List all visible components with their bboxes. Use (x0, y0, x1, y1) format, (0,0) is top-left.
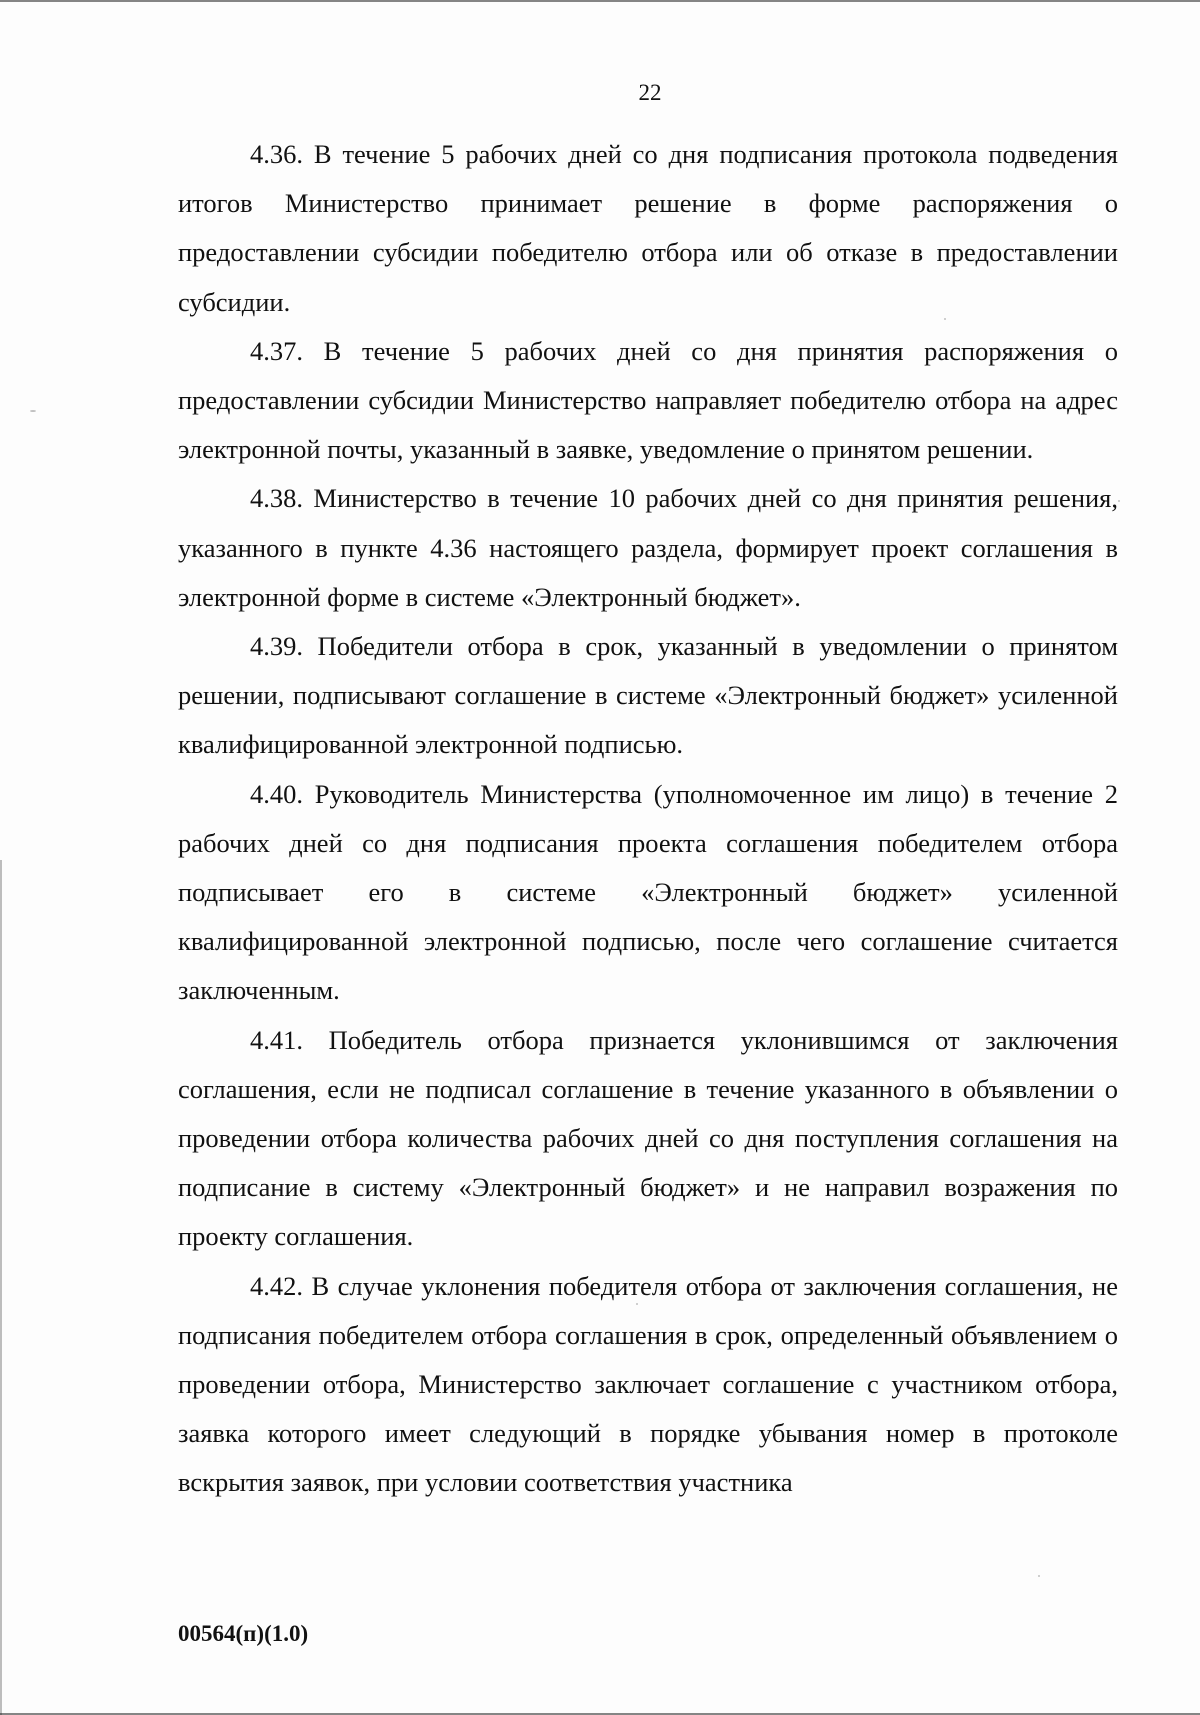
paragraph-4-36: 4.36. В течение 5 рабочих дней со дня подписания протокола подведения итогов Министерство принимает решение в форме распоряжения о предоставлении субсидии победителю отбора или об отказе в предоставлении субсидии. (178, 139, 1118, 317)
page-number: 22 (638, 80, 662, 105)
scan-speck (1038, 1575, 1040, 1577)
document-code: 00564(п)(1.0) (178, 1621, 309, 1646)
paragraph-4-37: 4.37. В течение 5 рабочих дней со дня принятия распоряжения о предоставлении субсидии Министерство направляет победителю отбора на адрес электронной почты, указанный в заявке, уведомление о принятом решении. (178, 335, 1118, 465)
scan-speck (1118, 500, 1120, 502)
paragraph-4-40: 4.40. Руководитель Министерства (уполномоченное им лицо) в течение 2 рабочих дней со дня подписания проекта соглашения победителем отбора подписывает его в системе «Электронный бюджет» усиленной квалифицированной электронной подписью, после чего соглашение считается заключенным. (178, 778, 1118, 1006)
paragraph-4-41: 4.41. Победитель отбора признается уклонившимся от заключения соглашения, если не подписал соглашение в течение указанного в объявлении о проведении отбора количества рабочих дней со дня поступления соглашения на подписание в систему «Электронный бюджет» и не направил возражения по проекту соглашения. (178, 1024, 1118, 1252)
scan-edge-top (0, 0, 1200, 2)
scan-speck (944, 318, 946, 320)
paragraph-4-38: 4.38. Министерство в течение 10 рабочих дней со дня принятия решения, указанного в пункте 4.36 настоящего раздела, формирует проект соглашения в электронной форме в системе «Электронный бюджет». (178, 483, 1118, 612)
scan-speck (30, 410, 36, 412)
paragraph-4-42: 4.42. В случае уклонения победителя отбора от заключения соглашения, не подписания победителем отбора соглашения в срок, определенный объявлением о проведении отбора, Министерство заключает соглашение с участником отбора, заявка которого имеет следующий в порядке убывания номер в протоколе вскрытия заявок, при условии соответствия участника (178, 1270, 1118, 1498)
scan-speck (636, 1303, 638, 1305)
scan-edge-left (0, 860, 2, 1715)
body-text (178, 130, 1118, 1508)
paragraph-4-39: 4.39. Победители отбора в срок, указанный в уведомлении о принятом решении, подписывают соглашение в системе «Электронный бюджет» усиленной квалифицированной электронной подписью. (178, 631, 1118, 760)
